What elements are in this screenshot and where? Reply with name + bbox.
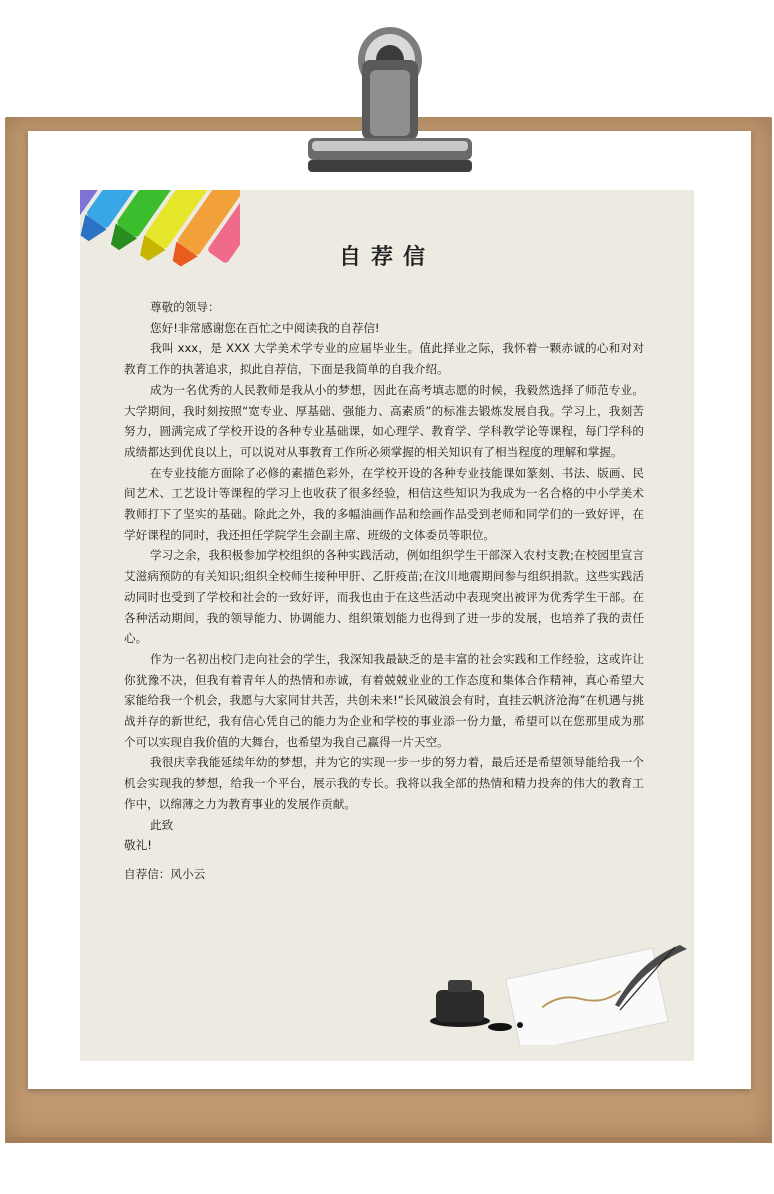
greeting: 您好!非常感谢您在百忙之中阅读我的自荐信!: [150, 320, 380, 335]
paragraph: 成为一名优秀的人民教师是我从小的梦想，因此在高考填志愿的时候，我毅然选择了师范专业。大学期间，我时刻按照“宽专业、厚基础、强能力、高素质”的标准去锻炼发展自我。学习上，我刻苦努力，圆满完成了学校开设的各种专业基础课，如心理学、教育学、学科教学论等课程，每门学科的成绩都达到优良以上，可以说对从事教育工作所必须掌握的相关知识有了相当程度的理解和掌握。: [124, 382, 644, 459]
paragraph: 我叫 xxx，是 XXX 大学美术学专业的应届毕业生。值此择业之际，我怀着一颗赤诚的心和对对教育工作的执著追求，拟此自荐信，下面是我简单的自我介绍。: [124, 341, 644, 377]
paragraph: 学习之余，我积极参加学校组织的各种实践活动，例如组织学生干部深入农村支教;在校园里宣言艾滋病预防的有关知识;组织全校师生接种甲肝、乙肝疫苗;在汶川地震期间参与组织捐款。这些实践活动同时也受到了学校和社会的一致好评，而我也由于在这些活动中表现突出被评为优秀学生干部。在各种活动期间，我的领导能力、协调能力、组织策划能力也得到了进一步的发展，也培养了我的责任心。: [124, 548, 644, 646]
signature: 自荐信：风小云: [124, 866, 206, 881]
paragraph: 作为一名初出校门走向社会的学生，我深知我最缺乏的是丰富的社会实践和工作经验，这或许让你犹豫不决，但我有着青年人的热情和赤诚，有着兢兢业业的工作态度和集体合作精神，真心希望大家能给我一个机会，我愿与大家同甘共苦，共创未来!“长风破浪会有时，直挂云帆济沧海”在机遇与挑战并存的新世纪，我有信心凭自己的能力为企业和学校的事业添一份力量，希望可以在您那里成为那个可以实现自我价值的大舞台，也希望为我自己赢得一片天空。: [124, 651, 644, 749]
binder-clip-icon: [0, 0, 774, 180]
ink-and-quill-icon: [430, 935, 690, 1045]
paragraph: 在专业技能方面除了必修的素描色彩外，在学校开设的各种专业技能课如篆刻、书法、版画、民间艺术、工艺设计等课程的学习上也收获了很多经验，相信这些知识为我成为一名合格的中小学美术教师打下了坚实的基础。除此之外，我的多幅油画作品和绘画作品受到老师和同学们的一致好评，在学好课程的同时，我还担任学院学生会副主席、班级的文体委员等职位。: [124, 465, 644, 542]
closing-jingli: 敬礼!: [124, 838, 152, 853]
clipboard-bottom-edge: [5, 1137, 772, 1143]
closing-zhici: 此致: [150, 817, 174, 832]
letter-title: 自荐信: [338, 244, 435, 270]
salutation: 尊敬的领导：: [150, 300, 220, 314]
paragraph: 我很庆幸我能延续年幼的梦想，并为它的实现一步一步的努力着，最后还是希望领导能给我一个机会实现我的梦想，给我一个平台，展示我的专长。我将以我全部的热情和精力投奔的伟大的教育工作中，以绵薄之力为教育事业的发展作贡献。: [124, 755, 644, 811]
letter-body: [124, 297, 644, 885]
